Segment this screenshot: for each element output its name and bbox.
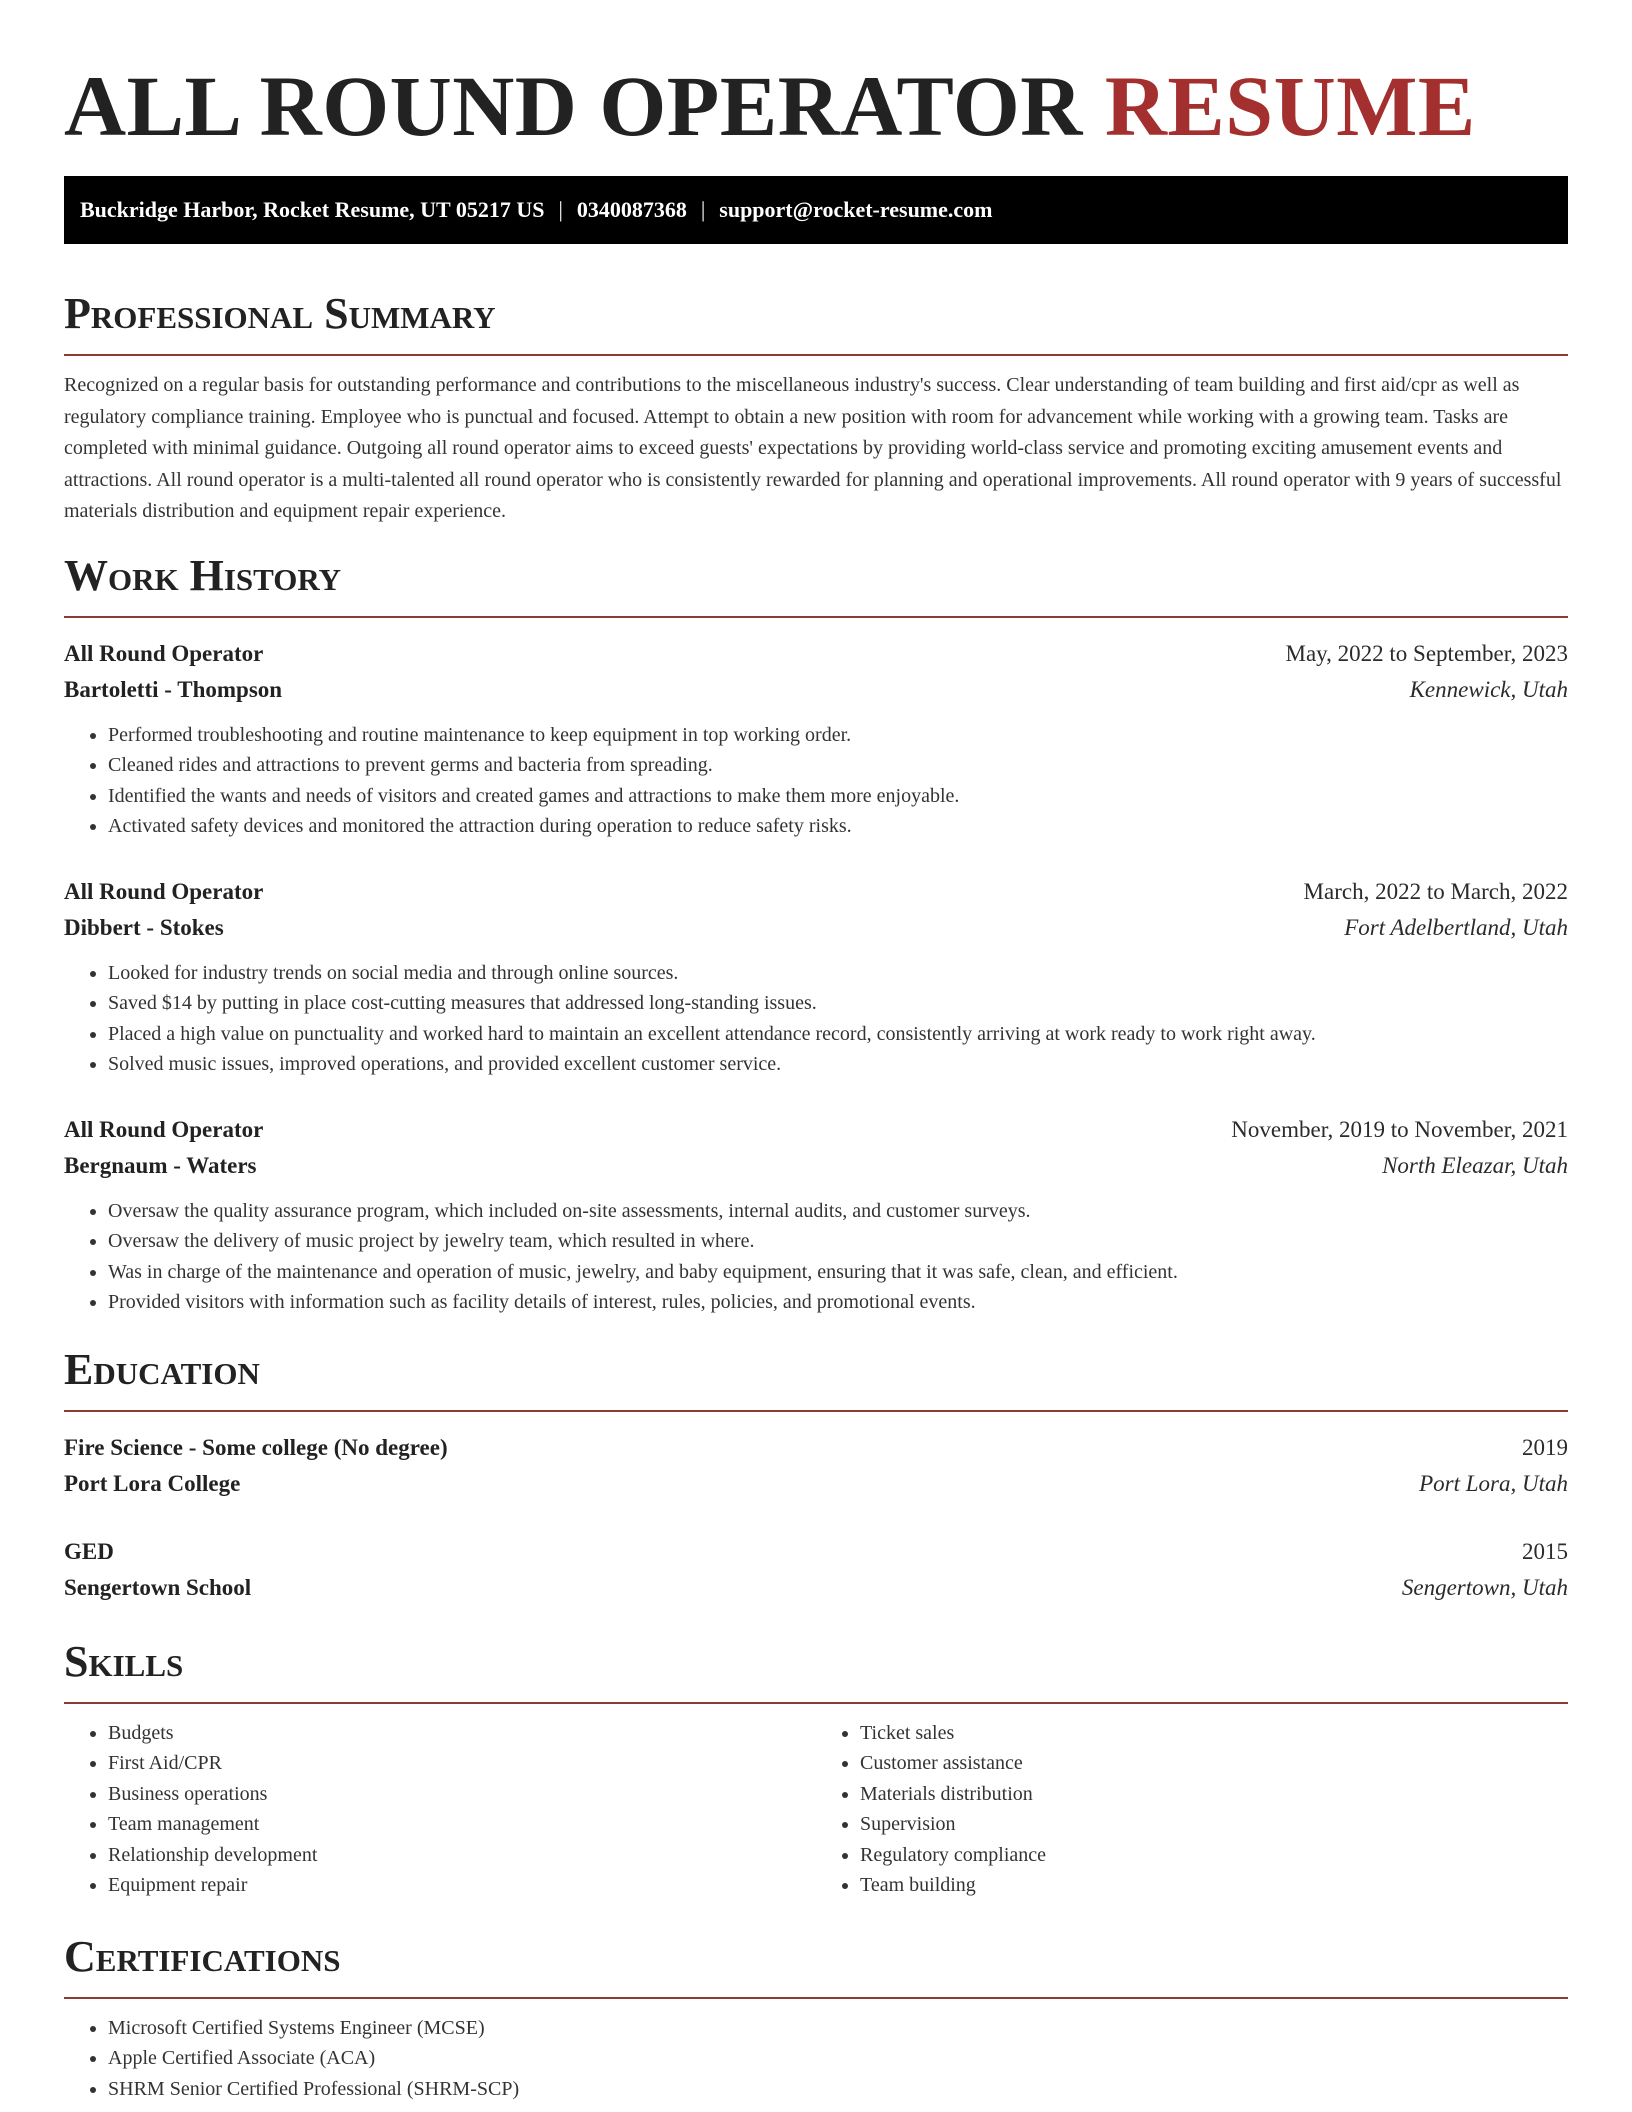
certification-item: • Microsoft Certified Systems Engineer (MCSE)	[108, 2013, 1568, 2044]
contact-email[interactable]: support@rocket-resume.com	[719, 197, 993, 222]
skills-grid	[64, 1718, 1568, 1901]
certifications-heading: Certifications	[64, 1931, 1568, 1999]
job-bullets	[64, 1196, 1568, 1318]
work-history-heading: Work History	[64, 550, 1568, 618]
contact-address: Buckridge Harbor, Rocket Resume, UT 05217 US	[80, 197, 545, 222]
job-dates: March, 2022 to March, 2022	[1303, 878, 1568, 904]
job-company: Bergnaum - Waters	[64, 1152, 257, 1178]
job-bullets	[64, 958, 1568, 1080]
skill-item: • Budgets	[108, 1718, 816, 1749]
certification-item: • Apple Certified Associate (ACA)	[108, 2043, 1568, 2074]
skill-item: • Ticket sales	[860, 1718, 1568, 1749]
contact-separator: |	[700, 197, 706, 222]
job-entry	[64, 1112, 1568, 1318]
job-bullet: • Cleaned rides and attractions to prevent germs and bacteria from spreading.	[108, 750, 1568, 781]
job-location: North Eleazar, Utah	[1382, 1152, 1568, 1178]
certifications-section	[64, 1931, 1568, 2105]
skill-item: • Equipment repair	[108, 1870, 816, 1901]
title-accent: RESUME	[1104, 58, 1476, 154]
summary-section	[64, 288, 1568, 528]
job-company: Bartoletti - Thompson	[64, 676, 283, 702]
job-company: Dibbert - Stokes	[64, 914, 224, 940]
education-location: Sengertown, Utah	[1401, 1574, 1568, 1600]
job-bullet: • Saved $14 by putting in place cost-cutting measures that addressed long-standing issues.	[108, 988, 1568, 1019]
skills-list-right	[816, 1718, 1568, 1901]
skill-item: • Team management	[108, 1809, 816, 1840]
job-title: All Round Operator	[64, 1116, 264, 1142]
job-bullet: • Identified the wants and needs of visitors and created games and attractions to make them more enjoyable.	[108, 781, 1568, 812]
education-year: 2015	[1522, 1538, 1568, 1564]
job-location: Fort Adelbertland, Utah	[1344, 914, 1568, 940]
job-bullets	[64, 720, 1568, 842]
job-bullet: • Oversaw the quality assurance program, which included on-site assessments, internal audits, and customer surveys.	[108, 1196, 1568, 1227]
education-school: Sengertown School	[64, 1574, 252, 1600]
job-dates: November, 2019 to November, 2021	[1231, 1116, 1568, 1142]
job-location: Kennewick, Utah	[1409, 676, 1568, 702]
title-main: ALL ROUND OPERATOR	[64, 58, 1083, 154]
job-bullet: • Performed troubleshooting and routine maintenance to keep equipment in top working order.	[108, 720, 1568, 751]
education-entry	[64, 1534, 1568, 1606]
education-section	[64, 1344, 1568, 1606]
skill-item: • Customer assistance	[860, 1748, 1568, 1779]
job-bullet: • Activated safety devices and monitored the attraction during operation to reduce safety risks.	[108, 811, 1568, 842]
skill-item: • Relationship development	[108, 1840, 816, 1871]
job-bullet: • Oversaw the delivery of music project by jewelry team, which resulted in where.	[108, 1226, 1568, 1257]
education-heading: Education	[64, 1344, 1568, 1412]
job-title: All Round Operator	[64, 878, 264, 904]
job-dates: May, 2022 to September, 2023	[1285, 640, 1568, 666]
education-location: Port Lora, Utah	[1419, 1470, 1568, 1496]
job-bullet: • Provided visitors with information such as facility details of interest, rules, policies, and promotional events.	[108, 1287, 1568, 1318]
skill-item: • First Aid/CPR	[108, 1748, 816, 1779]
skill-item: • Business operations	[108, 1779, 816, 1810]
contact-separator: |	[558, 197, 563, 222]
job-bullet: • Placed a high value on punctuality and worked hard to maintain an excellent attendance record, consistently arriving at work ready to work right away.	[108, 1019, 1568, 1050]
job-entry	[64, 636, 1568, 842]
skills-heading: Skills	[64, 1636, 1568, 1704]
certifications-list	[64, 2013, 1568, 2105]
job-bullet: • Looked for industry trends on social media and through online sources.	[108, 958, 1568, 989]
job-entry	[64, 874, 1568, 1080]
summary-heading: Professional Summary	[64, 288, 1568, 356]
skill-item: • Regulatory compliance	[860, 1840, 1568, 1871]
job-bullet: • Was in charge of the maintenance and operation of music, jewelry, and baby equipment, ensuring that it was safe, clean, and efficient.	[108, 1257, 1568, 1288]
skills-list-left	[64, 1718, 816, 1901]
skills-section	[64, 1636, 1568, 1901]
education-year: 2019	[1522, 1434, 1568, 1460]
work-history-section	[64, 550, 1568, 1318]
skill-item: • Supervision	[860, 1809, 1568, 1840]
education-entry	[64, 1430, 1568, 1502]
resume-title	[64, 56, 1568, 156]
job-title: All Round Operator	[64, 640, 264, 666]
certification-item: • SHRM Senior Certified Professional (SHRM-SCP)	[108, 2074, 1568, 2105]
education-degree: Fire Science - Some college (No degree)	[64, 1434, 448, 1460]
contact-bar	[64, 176, 1568, 244]
job-bullet: • Solved music issues, improved operations, and provided excellent customer service.	[108, 1049, 1568, 1080]
skill-item: • Materials distribution	[860, 1779, 1568, 1810]
education-school: Port Lora College	[64, 1470, 241, 1496]
education-degree: GED	[64, 1538, 114, 1564]
skill-item: • Team building	[860, 1870, 1568, 1901]
contact-phone: 0340087368	[576, 197, 687, 222]
summary-text: Recognized on a regular basis for outstanding performance and contributions to the miscellaneous industry's success. Clear understanding of team building and first aid/cpr as well as regulatory compliance training. Employee who is punctual and focused. Attempt to obtain a new position with room for advancement while working with a growing team. Tasks are completed with minimal guidance. Outgoing all round operator aims to exceed guests' expectations by providing world-class service and promoting exciting amusement events and attractions. All round operator is a multi-talented all round operator who is consistently rewarded for planning and operational improvements. All round operator with 9 years of successful materials distribution and equipment repair experience.	[64, 374, 1562, 522]
